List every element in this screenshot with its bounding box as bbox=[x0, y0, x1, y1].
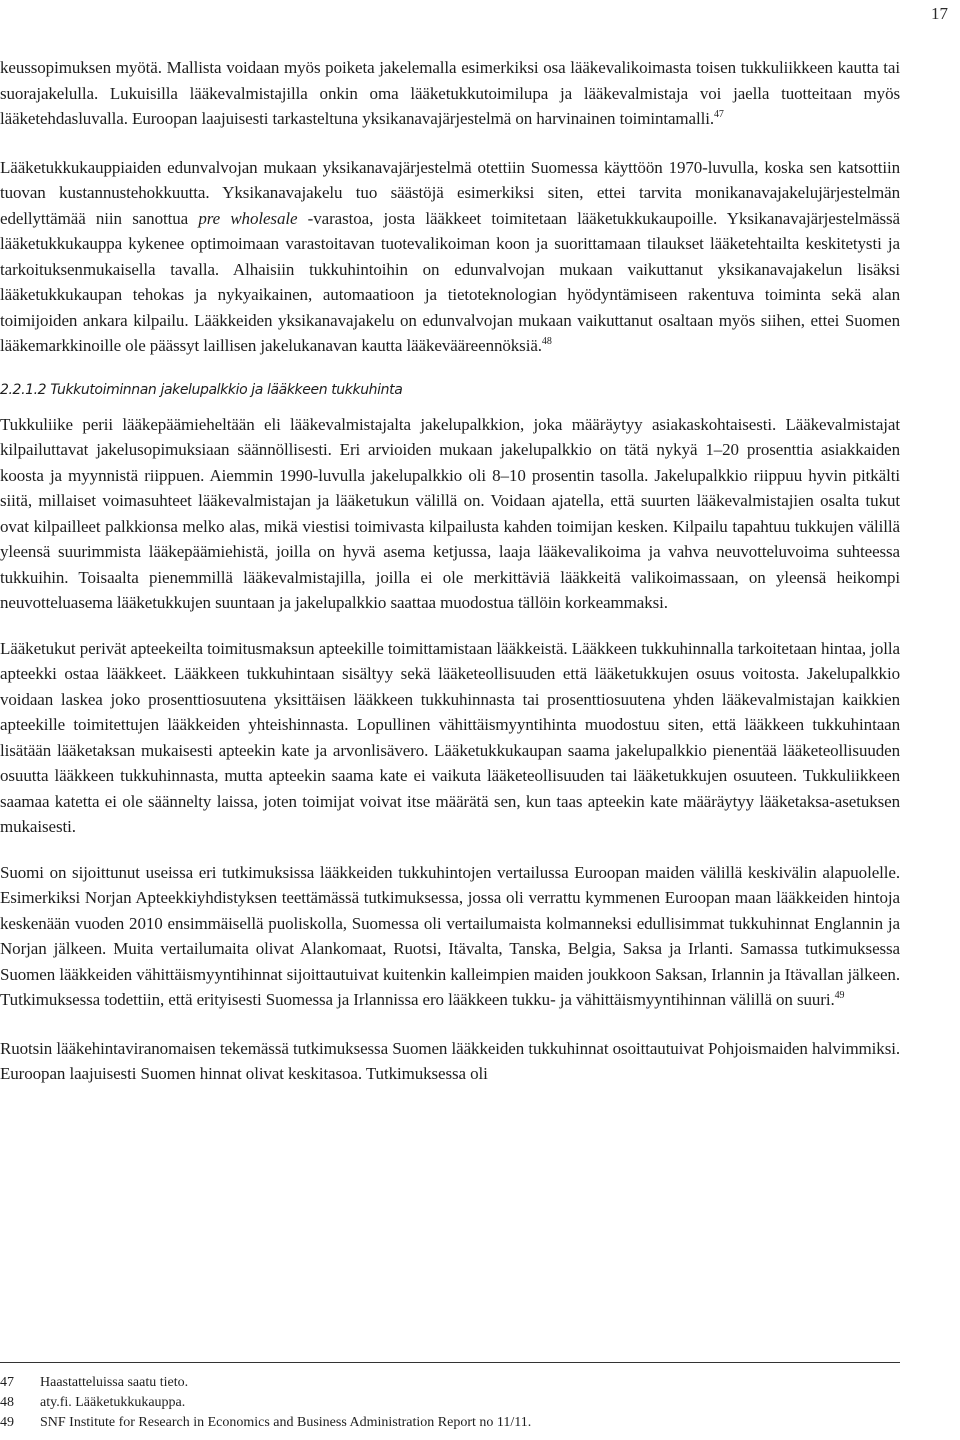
italic-term: pre wholesale bbox=[198, 208, 298, 228]
main-text bbox=[0, 55, 900, 1107]
footnote-number: 48 bbox=[0, 1395, 14, 1410]
footnote-ref-49[interactable]: 49 bbox=[834, 990, 845, 1001]
paragraph-5: Suomi on sijoittunut useissa eri tutkimuksissa lääkkeiden tukkuhintojen vertailussa Euroopan maiden välillä keskivälin alapuolelle. Esimerkiksi Norjan Apteekkiyhdistyksen teettämässä tutkimuksessa, jossa oli verrattu kymmenen Euroopan maan lääkkeiden hintoja keskenään vuoden 2010 ensimmäisellä puoliskolla, Suomessa oli vertailumaista kolmanneksi edullisimmat tukkuhinnat Englannin ja Norjan jälkeen. Muita vertailumaita olivat Alankomaat, Ruotsi, Itävalta, Tanska, Belgia, Saksa ja Irlanti. Samassa tutkimuksessa Suomen lääkkeiden vähittäismyyntihinnat sijoittautuivat kuitenkin kalleimpien maiden joukkoon Saksan, Irlannin ja Itävallan jälkeen. Tutkimuksessa todettiin, että erityisesti Suomessa ja Irlannissa ero lääkkeen tukku- ja vähittäismyyntihinnan välillä on suuri.$^{49}$ bbox=[0, 862, 900, 1009]
footnote-47 bbox=[0, 1373, 900, 1393]
footnotes bbox=[0, 1362, 900, 1433]
footnote-48 bbox=[0, 1393, 900, 1413]
paragraph-3: Tukkuliike perii lääkepäämieheltään eli lääkevalmistajalta jakelupalkkion, joka määräytyy asiakaskohtaisesti. Lääkevalmistajat kilpailuttavat jakelusopimuksiaan säännöllisesti. Eri arvioiden mukaan jakelupalkkio on tätä nykyä 1–20 prosenttia asiakkaiden koosta ja myynnistä riippuen. Aiemmin 1990-luvulla jakelupalkkio oli 8–10 prosentin tasolla. Jakelupalkkio riippuu hyvin pitkälti siitä, millaiset voimasuhteet lääkevalmistajan ja lääketukun välillä on. Voidaan ajatella, että suurten lääkevalmistajien osalta tukut ovat kilpailleet palkkionsa melko alas, mikä viestisi toimivasta kilpailusta kahden toimijan kesken. Kilpailu tapahtuu tukkujen välillä yleensä suurimmista lääkepäämiehistä, joilla on hyvä asema ketjussa, laaja lääkevalikoima ja vahva neuvotteluvoima suhteessa tukkuihin. Toisaalta pienemmillä lääkevalmistajilla, joilla ei ole merkittäviä lääkkeitä valikoimassaan, on yleensä heikompi neuvotteluasema lääketukkujen suuntaan ja jakelupalkkio saattaa muodostua tällöin korkeammaksi. bbox=[0, 414, 900, 612]
paragraph-1: keussopimuksen myötä. Mallista voidaan myös poiketa jakelemalla esimerkiksi osa lääkevalikoimasta toisen tukkuliikkeen kautta tai suorajakelulla. Lukuisilla lääkevalmistajilla onkin oma lääketukkutoimilupa ja lääkevalmistaja voi jaella tuotteitaan myös lääketehdasluvalla. Euroopan laajuisesti tarkasteltuna yksikanavajärjestelmä on harvinainen toimintamalli.$^{47}$ bbox=[0, 58, 900, 128]
footnote-ref-47[interactable]: 47 bbox=[714, 109, 724, 120]
paragraph-2: Lääketukkukauppiaiden edunvalvojan mukaan yksikanavajärjestelmä otettiin Suomessa käyttöön 1970-luvulla, koska sen katsottiin tuovan kustannustehokkuutta. Yksikanavajakelu tuo säästöjä esimerkiksi siten, ettei tarvita monikanavajakelujärjestelmän edellyttämää niin sanottua pre wholesale -varastoa, josta lääkkeet toimitetaan lääketukkukaupoille. Yksikanavajärjestelmässä lääketukkukauppa kykenee optimoimaan varastoitavan tuotevalikoiman koon ja suorittamaan tilaukset lääketehtailta keskitetysti ja tarkoituksenmukaisella tavalla. Alhaisiin tukkuhintoihin on edunvalvojan mukaan vaikuttanut yksikanavajakelun lisäksi lääketukkukaupan tehokas ja nykyaikainen, automaatioon ja tietoteknologian hyödyntämiseen rakentuva toiminta sekä alan toimijoiden ankara kilpailu. Lääkkeiden yksikanavajakelu on edunvalvojan mukaan vaikuttanut osaltaan myös siihen, ettei Suomen lääkemarkkinoille ole päässyt laillisen jakelukanavan kautta lääkevääreennöksiä.$^{48}$ bbox=[0, 157, 900, 355]
footnote-number: 49 bbox=[0, 1415, 14, 1430]
paragraph-4: Lääketukut perivät apteekeilta toimitusmaksun apteekille toimittamistaan lääkkeistä. Lääkkeen tukkuhinnalla tarkoitetaan hintaa, jolla apteekki ostaa lääkkeet. Lääkkeen tukkuhintaan sisältyy sekä lääketeollisuuden että lääketukkujen osuus voitosta. Jakelupalkkio voidaan laskea joko prosenttiosuutena yksittäisen lääkkeen tukkuhinnasta tai prosenttiosuutena yhden lääkevalmistajan kaikkien apteekille toimitettujen lääkkeiden yhteishinnasta. Lopullinen vähittäismyyntihinta muodostuu siten, että lääkkeen tukkuhintaan lisätään lääketaksan mukaisesti apteekin kate ja arvonlisävero. Lääketukkukaupan saama jakelupalkkio pienentää lääketeollisuuden osuutta lääkkeen tukkuhinnasta, mutta apteekin saama kate ei vaikuta lääketeollisuuden tai lääketukkujen osuuteen. Tukkuliikkeen saamaa katetta ei ole säännelty laissa, joten toimijat voivat itse määrätä sen, kun taas apteekin kate määräytyy lääketaksa-asetuksen mukaisesti. bbox=[0, 638, 900, 836]
page-number: 17 bbox=[931, 4, 948, 23]
section-heading: 2.2.1.2 Tukkutoiminnan jakelupalkkio ja lääkkeen tukkuhinta bbox=[0, 381, 403, 398]
footnote-text: Haastatteluissa saatu tieto. bbox=[40, 1375, 189, 1390]
footnote-text: aty.fi. Lääketukkukauppa. bbox=[40, 1395, 186, 1410]
footnote-number: 47 bbox=[0, 1375, 14, 1390]
footnote-49 bbox=[0, 1413, 900, 1433]
footnote-ref-48[interactable]: 48 bbox=[541, 336, 552, 347]
paragraph-6: Ruotsin lääkehintaviranomaisen tekemässä tutkimuksessa Suomen lääkkeiden tukkuhinnat osoittautuivat Pohjoismaiden halvimmiksi. Euroopan laajuisesti Suomen hinnat olivat keskitasoa. Tutkimuksessa oli bbox=[0, 1038, 900, 1083]
footnote-text: SNF Institute for Research in Economics and Business Administration Report no 11/11. bbox=[40, 1415, 532, 1430]
